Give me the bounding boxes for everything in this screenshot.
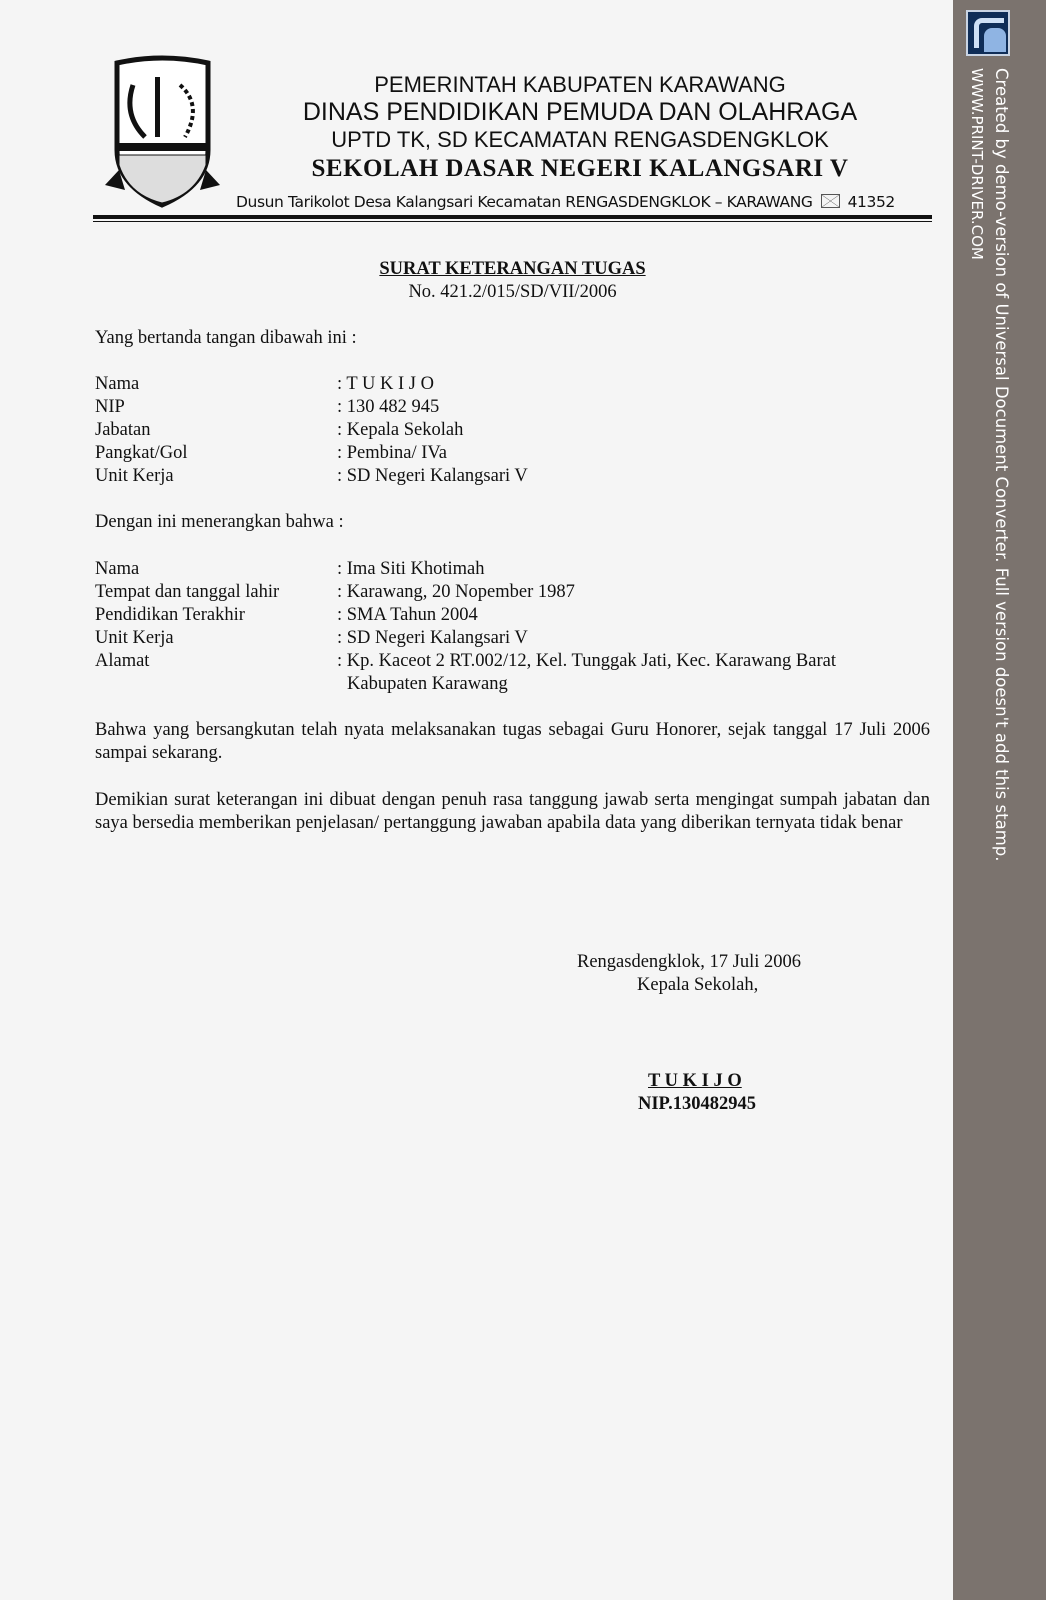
signer-label: Pangkat/Gol xyxy=(95,443,188,463)
watermark-url: WWW.PRINT-DRIVER.COM xyxy=(968,68,986,260)
signer-position: Kepala Sekolah, xyxy=(637,975,759,995)
subject-value: : SMA Tahun 2004 xyxy=(337,605,478,625)
signer-value: : Pembina/ IVa xyxy=(337,443,447,463)
subject-label: Nama xyxy=(95,559,140,579)
signer-label: Jabatan xyxy=(95,420,151,440)
school-name: SEKOLAH DASAR NEGERI KALANGSARI V xyxy=(311,155,849,182)
signer-value: : T U K I J O xyxy=(337,374,434,394)
signer-value: : Kepala Sekolah xyxy=(337,420,464,440)
postal-code: 41352 xyxy=(847,193,895,211)
intro-text: Yang bertanda tangan dibawah ini : xyxy=(95,328,357,348)
subject-value: : SD Negeri Kalangsari V xyxy=(337,628,528,648)
regency-emblem-logo xyxy=(105,55,220,210)
subject-label: Unit Kerja xyxy=(95,628,174,648)
envelope-icon xyxy=(821,194,840,208)
subject-label: Alamat xyxy=(95,651,150,671)
paragraph-assignment: Bahwa yang bersangkutan telah nyata melaksanakan tugas sebagai Guru Honorer, sejak tanggal 17 Juli 2006 sampai sekarang. xyxy=(95,720,930,763)
signer-name: T U K I J O xyxy=(648,1071,742,1091)
converter-logo-icon xyxy=(966,10,1010,56)
letter-title: SURAT KETERANGAN TUGAS xyxy=(379,259,646,279)
address-text: Dusun Tarikolot Desa Kalangsari Kecamatan RENGASDENGKLOK – KARAWANG xyxy=(236,193,813,211)
signer-label: Nama xyxy=(95,374,140,394)
letterhead-divider-thick xyxy=(93,215,932,219)
place-date: Rengasdengklok, 17 Juli 2006 xyxy=(577,952,802,972)
paragraph-closing: Demikian surat keterangan ini dibuat dengan penuh rasa tanggung jawab serta mengingat sumpah jabatan dan saya bersedia memberikan penjelasan/ pertanggung jawaban apabila data yang diberikan ternyata tidak benar xyxy=(95,790,930,833)
watermark-text: Created by demo-version of Universal Document Converter. Full version doesn't add this stamp. xyxy=(992,68,1011,862)
signer-value: : 130 482 945 xyxy=(337,397,440,417)
subject-value: : Karawang, 20 Nopember 1987 xyxy=(337,582,575,602)
subject-value: : Kp. Kaceot 2 RT.002/12, Kel. Tunggak Jati, Kec. Karawang Barat xyxy=(337,651,836,671)
subject-label: Pendidikan Terakhir xyxy=(95,605,245,625)
letterhead-line-1: PEMERINTAH KABUPATEN KARAWANG xyxy=(374,72,786,97)
signer-label: NIP xyxy=(95,397,125,417)
letterhead-line-3: UPTD TK, SD KECAMATAN RENGASDENGKLOK xyxy=(331,127,829,152)
letter-number: No. 421.2/015/SD/VII/2006 xyxy=(408,282,617,302)
letterhead-line-2: DINAS PENDIDIKAN PEMUDA DAN OLAHRAGA xyxy=(302,98,858,126)
address-continuation: Kabupaten Karawang xyxy=(347,674,508,694)
statement-text: Dengan ini menerangkan bahwa : xyxy=(95,512,344,532)
subject-label: Tempat dan tanggal lahir xyxy=(95,582,280,602)
signer-label: Unit Kerja xyxy=(95,466,174,486)
letterhead-divider-thin xyxy=(93,221,932,222)
subject-value: : Ima Siti Khotimah xyxy=(337,559,485,579)
signer-nip: NIP.130482945 xyxy=(638,1094,757,1114)
letterhead-address xyxy=(236,193,895,211)
signer-value: : SD Negeri Kalangsari V xyxy=(337,466,528,486)
